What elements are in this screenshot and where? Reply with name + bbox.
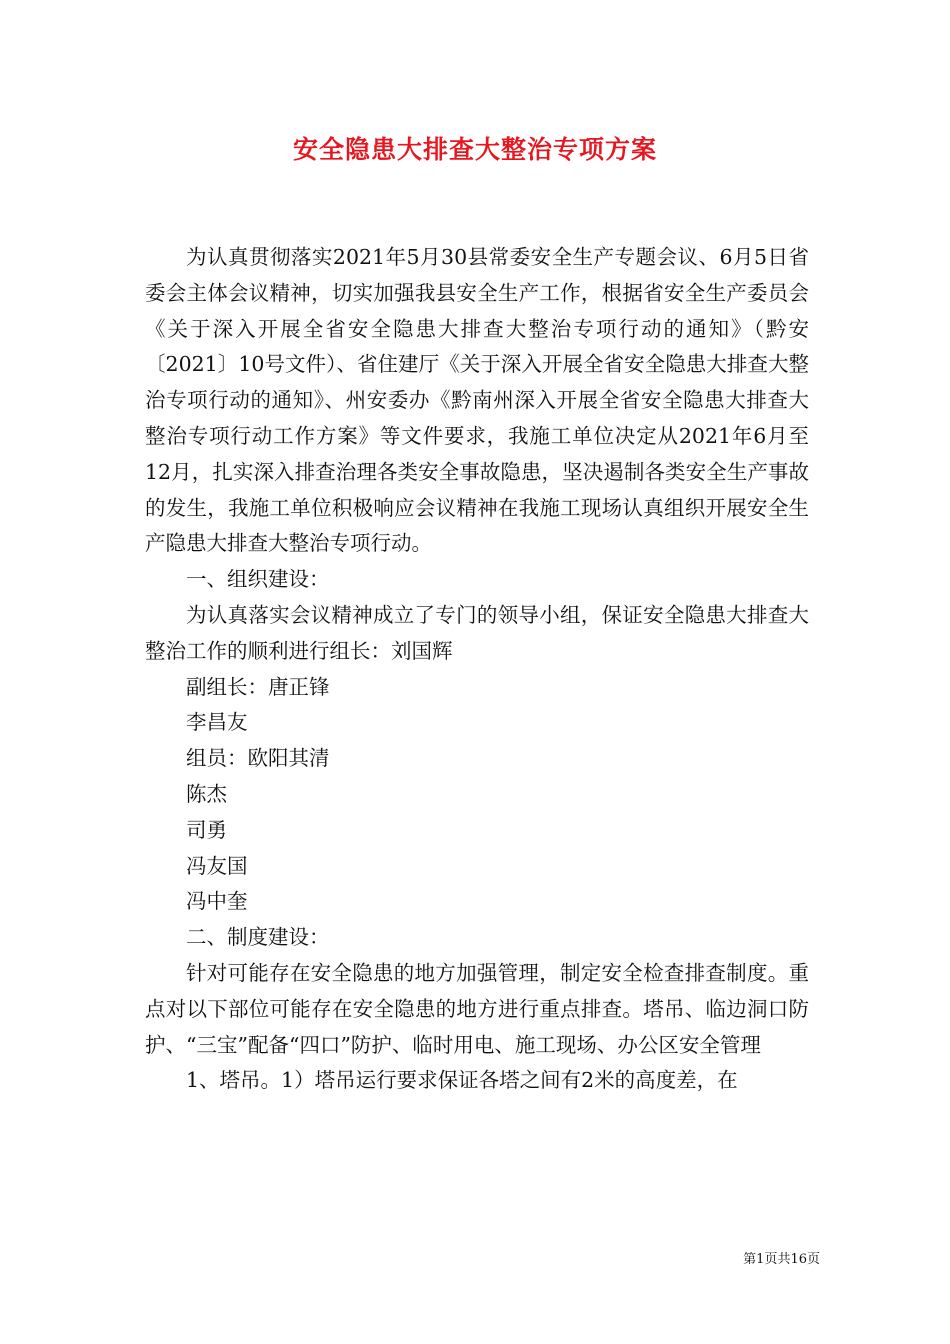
member-line: 司勇 [186, 817, 227, 842]
paragraph-inspection: 针对可能存在安全隐患的地方加强管理，制定安全检查排查制度。重点对以下部位可能存在安全隐患的地方进行重点排查。塔吊、临边洞口防护、“三宝”配备“四口”防护、临时用电、施工现场、办公区安全管理 [145, 960, 809, 1057]
section-heading-organization: 一、组织建设： [186, 567, 330, 592]
member-line: 组员：欧阳其清 [186, 746, 330, 771]
member-line: 陈杰 [186, 781, 227, 806]
page-number: 第1页共16页 [743, 1252, 820, 1267]
paragraph-tower-crane: 1、塔吊。1）塔吊运行要求保证各塔之间有2米的高度差，在 [186, 1068, 738, 1093]
member-line: 副组长：唐正锋 [186, 674, 330, 699]
member-line: 冯中奎 [186, 889, 248, 914]
member-line: 李昌友 [186, 710, 248, 735]
section-heading-system: 二、制度建设： [186, 925, 330, 950]
paragraph-leadership: 为认真落实会议精神成立了专门的领导小组，保证安全隐患大排查大整治工作的顺利进行组长：刘国辉 [145, 602, 809, 663]
member-line: 冯友国 [186, 853, 248, 878]
document-body [145, 240, 809, 1099]
document-title: 安全隐患大排查大整治专项方案 [292, 135, 657, 164]
paragraph-intro: 为认真贯彻落实2021年5月30县常委安全生产专题会议、6月5日省委会主体会议精神，切实加强我县安全生产工作，根据省安全生产委员会《关于深入开展全省安全隐患大排查大整治专项行动的通知》（黔安〔2021〕10号文件）、省住建厅《关于深入开展全省安全隐患大排查大整治专项行动的通知》、州安委办《黔南州深入开展全省安全隐患大排查大整治专项行动工作方案》等文件要求，我施工单位决定从2021年6月至12月，扎实深入排查治理各类安全事故隐患，坚决遏制各类安全生产事故的发生，我施工单位积极响应会议精神在我施工现场认真组织开展安全生产隐患大排查大整治专项行动。 [145, 245, 809, 556]
